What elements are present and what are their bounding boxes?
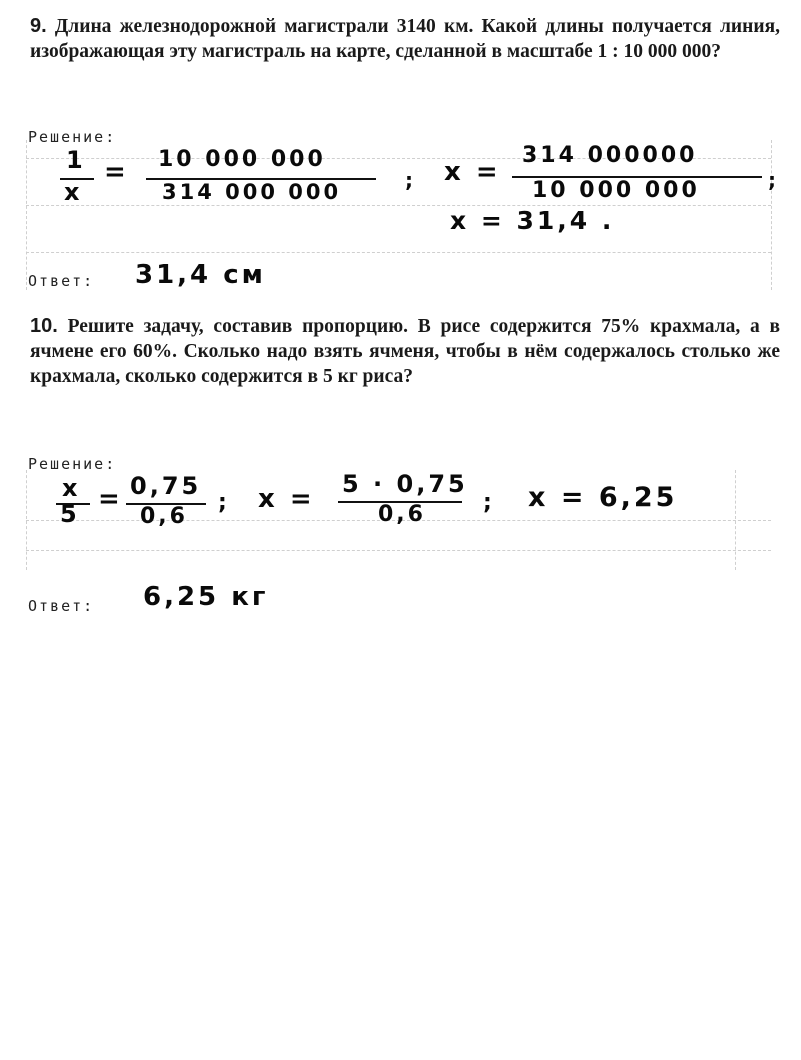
problem-9-answer-label: Ответ: <box>28 272 95 290</box>
p9-x-equals: x = <box>444 157 501 187</box>
p9-separator-1: ; <box>405 168 416 192</box>
problem-10-answer-label: Ответ: <box>28 597 95 615</box>
p9-frac1-numerator: 1 <box>66 146 86 174</box>
p9-frac1-denominator: x <box>64 178 83 206</box>
p9-frac3-denominator: 10 000 000 <box>532 178 700 203</box>
guide-line <box>26 140 27 290</box>
p10-frac3-denominator: 0,6 <box>378 502 426 527</box>
problem-9-solution-label: Решение: <box>28 128 117 146</box>
p9-equals: = <box>104 157 129 187</box>
problem-10-answer: 6,25 кг <box>143 582 269 612</box>
p9-result: x = 31,4 . <box>450 206 615 235</box>
p10-x-equals: x = <box>258 484 315 514</box>
problem-10-number: 10. <box>30 315 58 337</box>
guide-line <box>735 470 736 570</box>
problem-10-statement <box>30 314 780 389</box>
guide-line <box>771 140 772 290</box>
p9-separator-2: ; <box>768 168 779 192</box>
p10-frac3-numerator: 5 · 0,75 <box>342 470 468 498</box>
p10-separator-2: ; <box>483 490 495 515</box>
guide-line <box>26 205 771 206</box>
problem-9-number: 9. <box>30 15 47 37</box>
guide-line <box>26 550 771 551</box>
problem-9-answer: 31,4 см <box>135 260 266 290</box>
guide-line <box>26 252 771 253</box>
p9-frac2-numerator: 10 000 000 <box>158 147 326 172</box>
p10-frac2-numerator: 0,75 <box>130 472 202 500</box>
p10-frac2-denominator: 0,6 <box>140 504 188 529</box>
problem-10-text: Решите задачу, составив пропорцию. В рисе содержится 75% крахмала, а в ячмене его 60%. Сколько надо взять ячменя, чтобы в нём содержалось столько же крахмала, сколько содержится в 5 кг риса? <box>30 316 781 387</box>
p10-separator-1: ; <box>218 490 230 515</box>
guide-line <box>26 470 27 570</box>
p10-frac1-numerator: x <box>62 474 81 502</box>
p9-frac2-denominator: 314 000 000 <box>162 180 342 204</box>
p9-frac3-numerator: 314 000000 <box>522 143 698 168</box>
problem-10-solution-label: Решение: <box>28 455 117 473</box>
p10-result: x = 6,25 <box>528 482 678 513</box>
p10-frac1-denominator: 5 <box>60 500 80 528</box>
p10-equals: = <box>98 484 123 514</box>
problem-9-statement <box>30 14 780 64</box>
problem-9-text: Длина железнодорожной магистрали 3140 км. Какой длины получается линия, изображающая эту магистраль на карте, сделанной в масштабе 1 : 10 000 000? <box>30 16 781 62</box>
